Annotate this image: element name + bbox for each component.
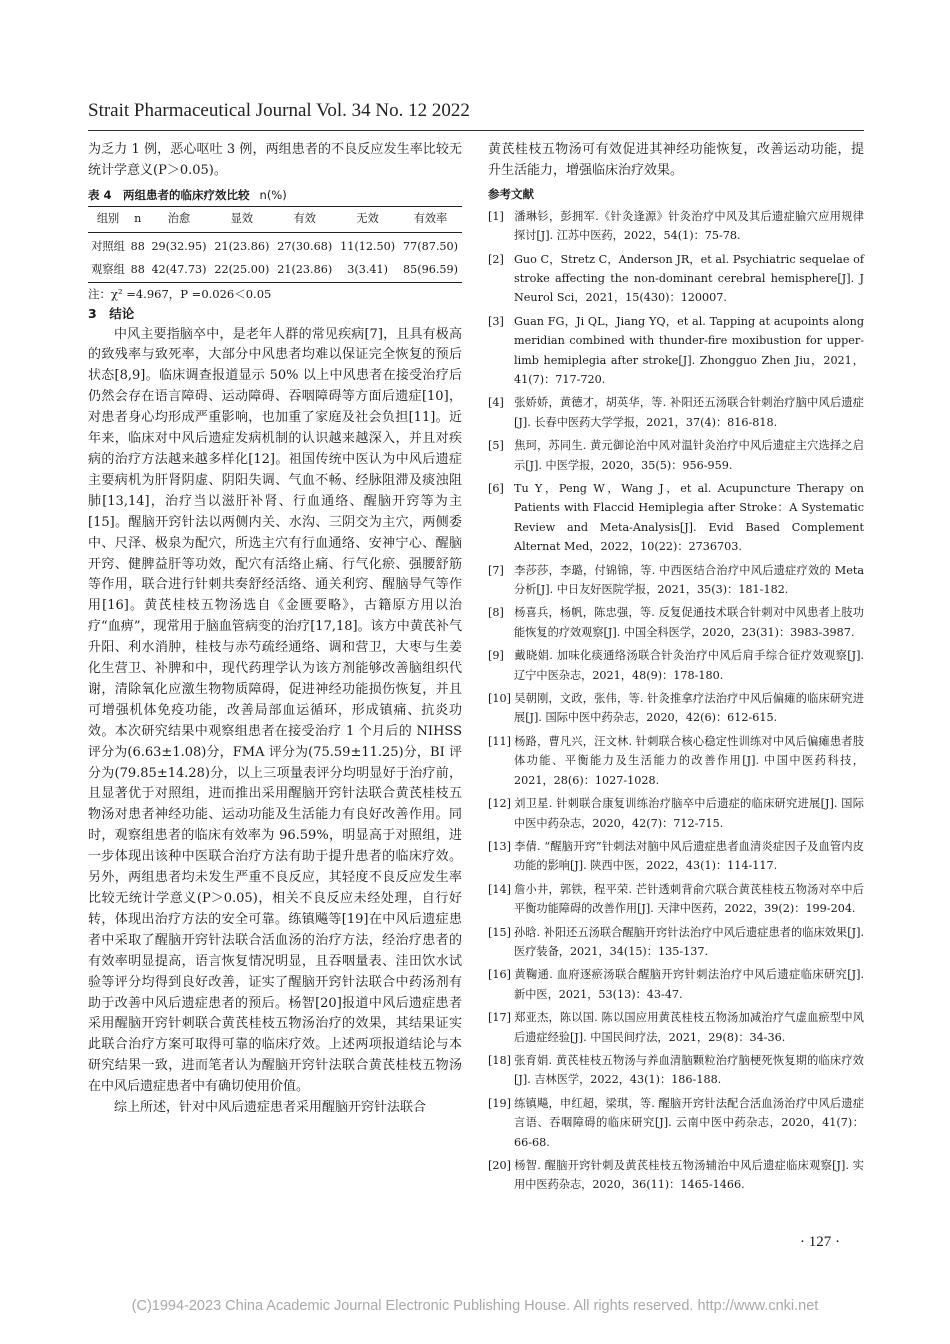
table-cell: 77(87.50) — [403, 239, 459, 253]
reference-number: [1] — [488, 209, 504, 223]
reference-item — [488, 479, 864, 557]
reference-item — [488, 1008, 864, 1047]
table-cell: 对照组 — [91, 239, 125, 253]
reference-item — [488, 207, 864, 246]
reference-number: [13] — [488, 839, 511, 853]
reference-item — [488, 689, 864, 728]
table-cell: 85(96.59) — [403, 262, 459, 276]
reference-number: [5] — [488, 439, 504, 453]
reference-number: [11] — [488, 734, 511, 748]
table-header-cell: 有效 — [273, 206, 336, 232]
journal-header: Strait Pharmaceutical Journal Vol. 34 No. 12 2022 — [88, 100, 470, 121]
right-column — [488, 140, 864, 1199]
reference-number: [7] — [488, 563, 504, 577]
reference-item — [488, 732, 864, 790]
left-column — [88, 140, 462, 1119]
reference-number: [6] — [488, 482, 504, 495]
reference-number: [4] — [488, 396, 504, 410]
intro-paragraph: 为乏力 1 例，恶心呕吐 3 例，两组患者的不良反应发生率比较无统计学意义(P＞0.05)。 — [88, 142, 462, 178]
table-note: 注：χ² =4.967，P =0.026＜0.05 — [88, 286, 272, 301]
efficacy-table — [88, 206, 462, 283]
reference-text: Guo C，Stretz C，Anderson JR，et al. Psychiatric sequelae of stroke affecting the non-dominant cerebral hemisphere[J]. J Neurol Sci，2021，15(430)：120007. — [514, 252, 864, 305]
reference-text: Tu Y，Peng W，Wang J，et al. Acupuncture Therapy on Patients with Flaccid Hemiplegia after Stroke：A Systematic Review and Meta-Analysis[J]. Evid Based Complement Alternat Med，2022，10(22)：2736703. — [514, 482, 864, 554]
reference-text: 刘卫星. 针刺联合康复训练治疗脑卒中后遗症的临床研究进展[J]. 国际中医中药杂志，2020，42(7)：712-715. — [514, 797, 864, 830]
reference-text: Guan FG，Ji QL，Jiang YQ，et al. Tapping at acupoints along meridian combined with thunder-fire moxibustion for upper-limb hemiplegia after stroke[J]. Zhongguo Zhen Jiu，2021，41(7)：717-720. — [514, 314, 864, 386]
reference-item — [488, 603, 864, 642]
table-header-row — [88, 206, 462, 232]
reference-number: [10] — [488, 692, 511, 706]
reference-number: [20] — [488, 1159, 511, 1172]
reference-item — [488, 794, 864, 833]
table-cell: 21(23.86) — [214, 239, 270, 253]
reference-text: 戴晓娟. 加味化痰通络汤联合针灸治疗中风后肩手综合征疗效观察[J]. 辽宁中医杂志，2021，48(9)：178-180. — [514, 649, 864, 682]
table-cell: 3(3.41) — [347, 262, 388, 276]
table-header-cell: 治愈 — [148, 206, 211, 232]
reference-item — [488, 923, 864, 962]
table-row — [88, 232, 462, 258]
reference-number: [18] — [488, 1053, 511, 1067]
reference-text: 孙晗. 补阳还五汤联合醒脑开窍针法治疗中风后遗症患者的临床效果[J]. 医疗装备，2021，34(15)：135-137. — [514, 925, 864, 958]
table-row — [88, 259, 462, 282]
header-rule — [88, 130, 864, 131]
reference-item — [488, 1051, 864, 1090]
table-header-cell: 组别 — [88, 206, 128, 232]
table-cell: 42(47.73) — [151, 262, 207, 276]
reference-text: 杨智. 醒脑开窍针刺及黄芪桂枝五物汤辅治中风后遗症临床观察[J]. 实用中医药杂志，2020，36(11)：1465-1466. — [514, 1159, 864, 1192]
reference-item — [488, 965, 864, 1004]
table-cell: 27(30.68) — [277, 239, 333, 253]
reference-text: 黄鞠通. 血府逐瘀汤联合醒脑开窍针刺法治疗中风后遗症临床研究[J]. 新中医，2021，53(13)：43-47. — [514, 968, 864, 1001]
table-cell: 22(25.00) — [214, 262, 270, 276]
conclusion-paragraph: 中风主要指脑卒中，是老年人群的常见疾病[7]，且具有极高的致残率与致死率，大部分中风患者均难以保证完全恢复的预后状态[8,9]。临床调查报道显示 50% 以上中风患者在接受治疗后仍然会存在语言障碍、运动障碍、吞咽障碍等方面后遗症[10]，对患者身心均形成严重影响，也加重了家庭及社会负担[11]。近年来，临床对中风后遗症发病机制的认识越来越深入，并且对疾病的治疗方法越来越多样化[12]。祖国传统中医认为中风后遗症主要病机为肝肾阴虚、阴阳失调、气血不畅、经脉阻滞及痰浊阻肺[13,14]，治疗当以滋肝补肾、行血通络、醒脑开窍等为主[15]。醒脑开窍针法以两侧内关、水沟、三阴交为主穴，两侧委中、尺泽、极泉为配穴，所选主穴有行血通络、安神宁心、醒脑开窍、健脾益肝等功效，配穴有活络止痛、行气化瘀、强腰舒筋等作用，联合进行针刺共奏舒经活络、通关利窍、醒脑导气等作用[16]。黄芪桂枝五物汤选自《金匮要略》，古籍原方用以治疗“血痹”，现常用于脑血管病变的治疗[17,18]。该方中黄芪补气升阳、利水消肿，桂枝与赤芍疏经通络、调和营卫，大枣与生姜化生营卫、补脾和中，现代药理学认为该方剂能够改善脑组织代谢，清除氧化应激生物物质障碍，促进神经功能损伤恢复，并且可增强机体免疫功能，改善局部血运循环，形成镇痛、抗炎功效。本次研究结果中观察组患者在接受治疗 1 个月后的 NIHSS 评分为(6.63±1.08)分，FMA 评分为(75.59±11.25)分，BI 评分为(79.85±14.28)分，以上三项量表评分均明显好于治疗前，且显著优于对照组，进而推出采用醒脑开窍针法联合黄芪桂枝五物汤对患者神经功能、运动功能及生活能力有良好改善作用。同时，观察组患者的临床有效率为 96.59%，明显高于对照组，进一步体现出该种中医联合治疗方法有助于提升患者的临床疗效。另外，两组患者均未发生严重不良反应，其轻度不良反应发生率比较无统计学意义(P＞0.05)，相关不良反应未经处理，自行好转，体现出治疗方法的安全可靠。练镇飚等[19]在中风后遗症患者中采取了醒脑开窍针法联合活血汤的治疗方法，经治疗患者的有效率明显提高，语言恢复情况明显，且吞咽量表、洼田饮水试验等评分均得到良好改善，证实了醒脑开窍针法联合中药汤剂有助于改善中风后遗症患者的预后。杨智[20]报道中风后遗症患者采用醒脑开窍针刺联合黄芪桂枝五物汤治疗的效果，其结果证实此联合治疗方案可取得可靠的临床疗效。上述两项报道结论与本研究结果一致，进而笔者认为醒脑开窍针法联合黄芪桂枝五物汤在中风后遗症患者中有确切使用价值。 — [88, 326, 462, 1095]
copyright-footer: (C)1994-2023 China Academic Journal Electronic Publishing House. All rights reserved. http://www.cnki.net — [131, 1298, 819, 1314]
reference-number: [9] — [488, 649, 504, 663]
reference-number: [12] — [488, 797, 511, 811]
reference-text: 吴朝刚，文政，张伟，等. 针灸推拿疗法治疗中风后偏瘫的临床研究进展[J]. 国际中医中药杂志，2020，42(6)：612-615. — [514, 692, 864, 725]
reference-item — [488, 312, 864, 390]
table-header-cell: n — [128, 206, 147, 232]
reference-item — [488, 1156, 864, 1195]
table-cell: 21(23.86) — [277, 262, 333, 276]
reference-text: 詹小井，郭铁，程平荣. 芒针透刺背俞穴联合黄芪桂枝五物汤对卒中后平衡功能障碍的改善作用[J]. 天津中医药，2022，39(2)：199-204. — [514, 882, 864, 916]
reference-list — [488, 207, 864, 1195]
table-cell: 观察组 — [91, 262, 125, 276]
reference-text: 李莎莎，李璐，付锦锦，等. 中西医结合治疗中风后遗症疗效的 Meta 分析[J]. 中日友好医院学报，2021，35(3)：181-182. — [514, 563, 864, 597]
reference-number: [14] — [488, 882, 511, 896]
table-caption-unit: n(%) — [259, 187, 287, 202]
summary-continuation: 黄芪桂枝五物汤可有效促进其神经功能恢复，改善运动功能，提升生活能力，增强临床治疗效果。 — [488, 142, 864, 178]
table-cell: 88 — [130, 239, 145, 253]
reference-number: [3] — [488, 314, 504, 328]
reference-number: [19] — [488, 1096, 511, 1110]
reference-text: 张娇娇，黄德才，胡英华，等. 补阳还五汤联合针刺治疗脑中风后遗症[J]. 长春中医药大学学报，2021，37(4)：816-818. — [514, 396, 864, 429]
table-header-cell: 显效 — [210, 206, 273, 232]
reference-item — [488, 393, 864, 432]
reference-item — [488, 646, 864, 685]
page-number: · 127 · — [800, 1234, 840, 1250]
table-cell: 88 — [130, 262, 145, 276]
reference-number: [15] — [488, 925, 511, 939]
reference-text: 练镇飚，申红超，梁琪，等. 醒脑开窍针法配合活血汤治疗中风后遗症言语、吞咽障碍的临床研究[J]. 云南中医中药杂志，2020，41(7)：66-68. — [514, 1096, 864, 1149]
reference-item — [488, 880, 864, 919]
table-caption — [88, 186, 462, 204]
table-header-cell: 有效率 — [399, 206, 462, 232]
table-cell: 29(32.95) — [151, 239, 207, 253]
reference-text: 杨喜兵，杨帆，陈忠强，等. 反复促通技术联合针刺对中风患者上肢功能恢复的疗效观察[J]. 中国全科医学，2020，23(31)：3983-3987. — [514, 606, 864, 639]
reference-number: [17] — [488, 1011, 511, 1025]
reference-item — [488, 1094, 864, 1152]
references-heading: 参考文献 — [488, 186, 534, 201]
reference-number: [8] — [488, 606, 504, 620]
table-caption-title: 表 4 两组患者的临床疗效比较 — [88, 187, 250, 202]
reference-text: 张育娟. 黄芪桂枝五物汤与养血清脑颗粒治疗脑梗死恢复期的临床疗效[J]. 吉林医学，2022，43(1)：186-188. — [514, 1053, 864, 1087]
reference-number: [2] — [488, 252, 504, 266]
reference-text: 杨路，曹凡兴，汪文林. 针刺联合核心稳定性训练对中风后偏瘫患者肢体功能、平衡能力及生活能力的改善作用[J]. 中国中医药科技，2021，28(6)：1027-1028. — [514, 734, 864, 787]
reference-text: 焦珂，苏同生. 黄元御论治中风对温针灸治疗中风后遗症主穴选择之启示[J]. 中医学报，2020，35(5)：956-959. — [514, 439, 864, 472]
reference-number: [16] — [488, 968, 511, 982]
reference-item — [488, 561, 864, 600]
reference-item — [488, 250, 864, 308]
reference-item — [488, 837, 864, 876]
reference-item — [488, 436, 864, 475]
reference-text: 郑亚杰，陈以国. 陈以国应用黄芪桂枝五物汤加减治疗气虚血瘀型中风后遗症经验[J]. 中国民间疗法，2021，29(8)：34-36. — [514, 1011, 864, 1044]
table-header-cell: 无效 — [336, 206, 399, 232]
reference-text: 潘琳钐，彭拥军.《针灸逢源》针灸治疗中风及其后遗症腧穴应用规律探讨[J]. 江苏中医药，2022，54(1)：75-78. — [514, 209, 864, 243]
table-cell: 11(12.50) — [340, 239, 396, 253]
section-heading-conclusion: 3 结论 — [88, 305, 135, 321]
summary-paragraph: 综上所述，针对中风后遗症患者采用醒脑开窍针法联合 — [114, 1100, 427, 1116]
reference-text: 李倩. “醒脑开窍”针刺法对脑中风后遗症患者血清炎症因子及血管内皮功能的影响[J]. 陕西中医，2022，43(1)：114-117. — [514, 839, 864, 873]
